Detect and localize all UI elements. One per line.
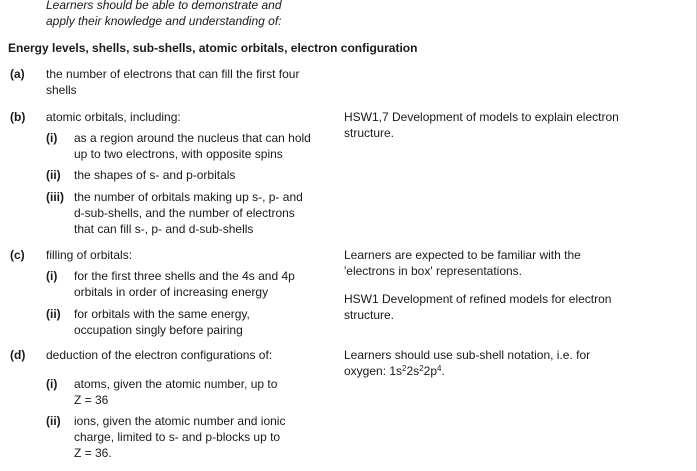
item-b-iii-label: (iii) [46,190,64,204]
item-b-note-line-2: structure. [344,126,395,140]
config-mid-2: 2p [423,364,437,378]
item-c-text: filling of orbitals: [46,248,133,262]
item-c-label: (c) [10,248,25,262]
item-c-ii-text [74,306,250,338]
item-d-i-text [74,376,277,408]
item-b-iii-line-3: that can fill s-, p- and d-sub-shells [74,222,254,236]
config-suffix: . [441,364,445,378]
item-d-i-line-1: atoms, given the atomic number, up to [74,377,278,391]
item-d-text: deduction of the electron configurations of: [46,348,273,362]
config-prefix: oxygen: 1s [344,364,403,378]
item-c-note-1-line-1: Learners are expected to be familiar with the [344,248,581,262]
item-a-label: (a) [10,67,25,81]
item-c-i-label: (i) [46,269,58,283]
item-c-i-line-2: orbitals in order of increasing energy [74,285,269,299]
item-b-i-line-1: as a region around the nucleus that can hold [74,131,311,145]
item-c-note-2-line-1: HSW1 Development of refined models for electron [344,292,612,306]
item-d-ii-line-1: ions, given the atomic number and ionic [74,414,286,428]
item-c-ii-line-1: for orbitals with the same energy, [74,307,250,321]
item-b-label: (b) [10,110,26,124]
intro-line-1: Learners should be able to demonstrate and [46,0,282,12]
item-d-ii-line-2: charge, limited to s- and p-blocks up to [74,430,281,444]
item-c-note-2 [344,291,611,323]
intro-line-2: apply their knowledge and understanding of: [46,14,282,28]
item-d-ii-text [74,413,285,461]
item-b-note-line-1: HSW1,7 Development of models to explain electron [344,110,619,124]
item-d-i-line-2: Z = 36 [74,393,109,407]
item-d-i-label: (i) [46,377,58,391]
item-b-iii-text [74,189,303,237]
item-b-iii-line-1: the number of orbitals making up s-, p- and [74,190,303,204]
item-c-ii-line-2: occupation singly before pairing [74,323,243,337]
item-b-iii-line-2: d-sub-shells, and the number of electrons [74,206,295,220]
item-d-note-line-1: Learners should use sub-shell notation, i.e. for [344,348,591,362]
item-c-i-text [74,268,295,300]
config-sup-2: 2 [419,364,424,373]
item-b-i-label: (i) [46,131,58,145]
item-d-note-line-2 [344,363,590,379]
item-c-ii-label: (ii) [46,307,61,321]
item-b-i-text [74,130,311,162]
item-a-line-1: the number of electrons that can fill the first four [46,67,300,81]
item-a-text [46,66,299,98]
item-c-note-2-line-2: structure. [344,308,395,322]
config-mid-1: 2s [406,364,420,378]
item-a-line-2: shells [46,83,77,97]
config-sup-1: 2 [402,364,407,373]
section-heading: Energy levels, shells, sub-shells, atomic orbitals, electron configuration [8,41,418,55]
item-c-note-1 [344,247,581,279]
config-sup-3: 4 [437,364,442,373]
item-d-ii-line-3: Z = 36. [74,446,112,460]
intro-text [46,0,282,29]
item-b-i-line-2: up to two electrons, with opposite spins [74,147,283,161]
item-b-ii-text: the shapes of s- and p-orbitals [74,168,236,182]
item-c-note-1-line-2: 'electrons in box' representations. [344,264,523,278]
item-b-text: atomic orbitals, including: [46,110,181,124]
item-d-note [344,347,590,379]
item-b-note [344,109,619,141]
item-d-ii-label: (ii) [46,414,61,428]
item-c-i-line-1: for the first three shells and the 4s and 4p [74,269,295,283]
item-d-label: (d) [10,348,26,362]
item-b-ii-label: (ii) [46,168,61,182]
